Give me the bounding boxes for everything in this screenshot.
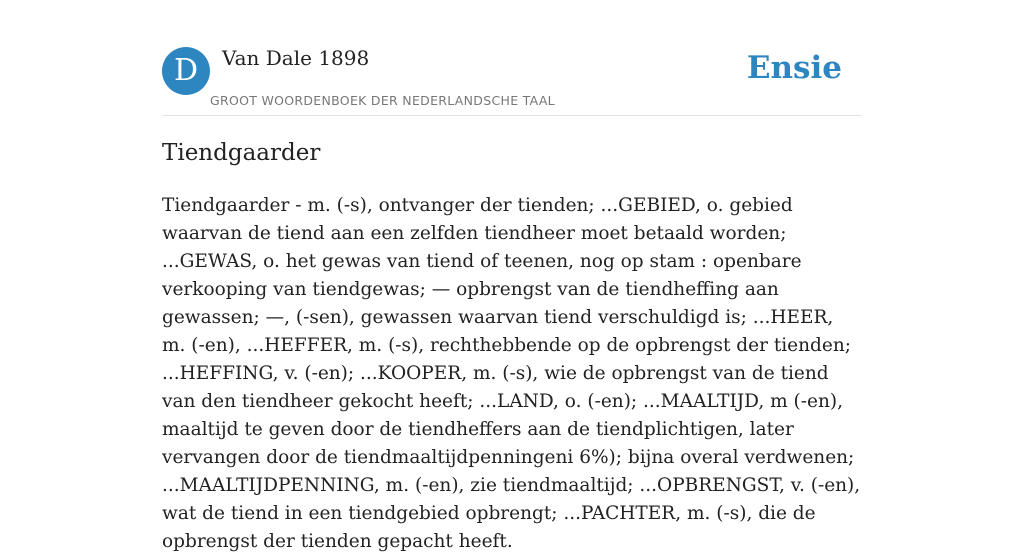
page-container xyxy=(162,0,862,552)
entry-definition: Tiendgaarder - m. (-s), ontvanger der tienden; ...GEBIED, o. gebied waarvan de tiend aan een zelfden tiendheer moet betaald worden; ...GEWAS, o. het gewas van tiend of teenen, nog op stam : openbare verkooping van tiendgewas; — opbrengst van de tiendheffing aan gewassen; —, (-sen), gewassen waarvan tiend verschuldigd is; ...HEER, m. (-en), ...HEFFER, m. (-s), rechthebbende op de opbrengst der tienden; ...HEFFING, v. (-en); ...KOOPER, m. (-s), wie de opbrengst van de tiend van den tiendheer gekocht heeft; ...LAND, o. (-en); ...MAALTIJD, m (-en), maaltijd te geven door de tiendheffers aan de tiendplichtigen, later vervangen door de tiendmaaltijdpenningeni 6%); bijna overal verdwenen; ...MAALTIJDPENNING, m. (-en), zie tiendmaaltijd; ...OPBRENGST, v. (-en), wat de tiend in een tiendgebied opbrengt; ...PACHTER, m. (-s), die de opbrengst der tienden gepacht heeft. xyxy=(162,195,861,552)
dictionary-avatar[interactable]: D xyxy=(162,47,210,95)
ensie-logo-link[interactable]: Ensie xyxy=(746,50,842,86)
entry-title: Tiendgaarder xyxy=(162,140,321,166)
dictionary-header xyxy=(162,0,862,116)
dictionary-title[interactable]: Van Dale 1898 xyxy=(222,46,370,70)
dictionary-subtitle: GROOT WOORDENBOEK DER NEDERLANDSCHE TAAL xyxy=(210,93,555,108)
